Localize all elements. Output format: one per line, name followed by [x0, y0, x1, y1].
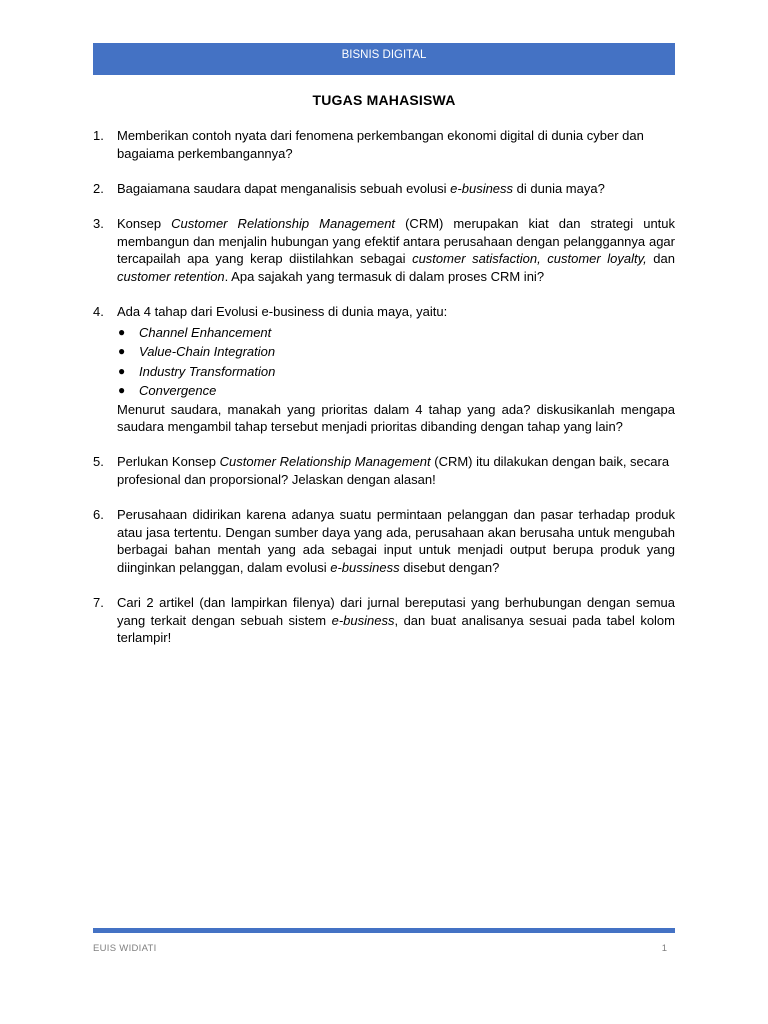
bullet-icon: ● — [118, 324, 126, 339]
question-text: Perusahaan didirikan karena adanya suatu permintaan pelanggan dan pasar terhadap produk atau jasa tertentu. Dengan sumber daya yang ada, perusahaan akan berusaha untuk mengubah berbagai bahan mentah yang ada sebagai input untuk menjadi output berupa produk yang diinginkan pelanggan, dalam evolusi e-bussiness disebut dengan? — [117, 507, 675, 575]
footer-author: EUIS WIDIATI — [93, 943, 157, 954]
page-number: 1 — [661, 943, 667, 954]
stage-list — [117, 323, 675, 401]
question-number: 2. — [93, 180, 104, 196]
header-title: BISNIS DIGITAL — [341, 49, 427, 61]
question-text: Memberikan contoh nyata dari fenomena perkembangan ekonomi digital di dunia cyber dan bagaiama perkembangannya? — [117, 128, 644, 161]
footer-divider — [93, 928, 675, 933]
header-bar — [93, 43, 675, 75]
bullet-icon: ● — [118, 344, 126, 359]
question-2 — [93, 180, 675, 198]
question-number: 7. — [93, 595, 104, 611]
question-number: 4. — [93, 303, 104, 319]
bullet-icon: ● — [118, 363, 126, 378]
page-title: TUGAS MAHASISWA — [312, 92, 456, 108]
question-number: 3. — [93, 215, 104, 231]
question-text: Konsep Customer Relationship Management (CRM) merupakan kiat dan strategi untuk membangun dan menjalin hubungan yang efektif antara perusahaan dengan pelanggannya agar tercapailah apa yang kerap diistilahkan sebagai customer satisfaction, customer loyalty, dan customer retention. Apa sajakah yang termasuk di dalam proses CRM ini? — [117, 215, 676, 284]
question-3 — [93, 215, 675, 285]
question-intro: Ada 4 tahap dari Evolusi e-business di dunia maya, yaitu: — [117, 303, 448, 319]
list-item: ● Convergence — [117, 381, 675, 401]
question-6 — [93, 506, 675, 576]
question-text: Menurut saudara, manakah yang prioritas dalam 4 tahap yang ada? diskusikanlah mengapa saudara mengambil tahap tersebut menjadi prioritas dibanding dengan tahap yang lain? — [117, 401, 675, 435]
bullet-icon: ● — [118, 383, 126, 398]
question-text: Cari 2 artikel (dan lampirkan filenya) dari jurnal bereputasi yang berhubungan dengan semua yang terkait dengan sebuah sistem e-business, dan buat analisanya sesuai pada tabel kolom terlampir! — [117, 595, 675, 646]
question-text: Perlukan Konsep Customer Relationship Management (CRM) itu dilakukan dengan baik, secara profesional dan proporsional? Jelaskan dengan alasan! — [117, 454, 670, 487]
list-item: ● Value-Chain Integration — [117, 342, 675, 362]
list-item: ● Industry Transformation — [117, 362, 675, 382]
question-4 — [93, 303, 675, 436]
question-number: 1. — [93, 128, 104, 143]
question-number: 5. — [93, 454, 104, 470]
question-5 — [93, 453, 675, 488]
question-number: 6. — [93, 507, 104, 523]
question-1 — [93, 127, 675, 162]
question-7 — [93, 594, 675, 647]
question-list — [93, 127, 675, 664]
question-text: Bagaiamana saudara dapat menganalisis sebuah evolusi e-business di dunia maya? — [117, 180, 605, 196]
list-item: ● Channel Enhancement — [117, 323, 675, 343]
